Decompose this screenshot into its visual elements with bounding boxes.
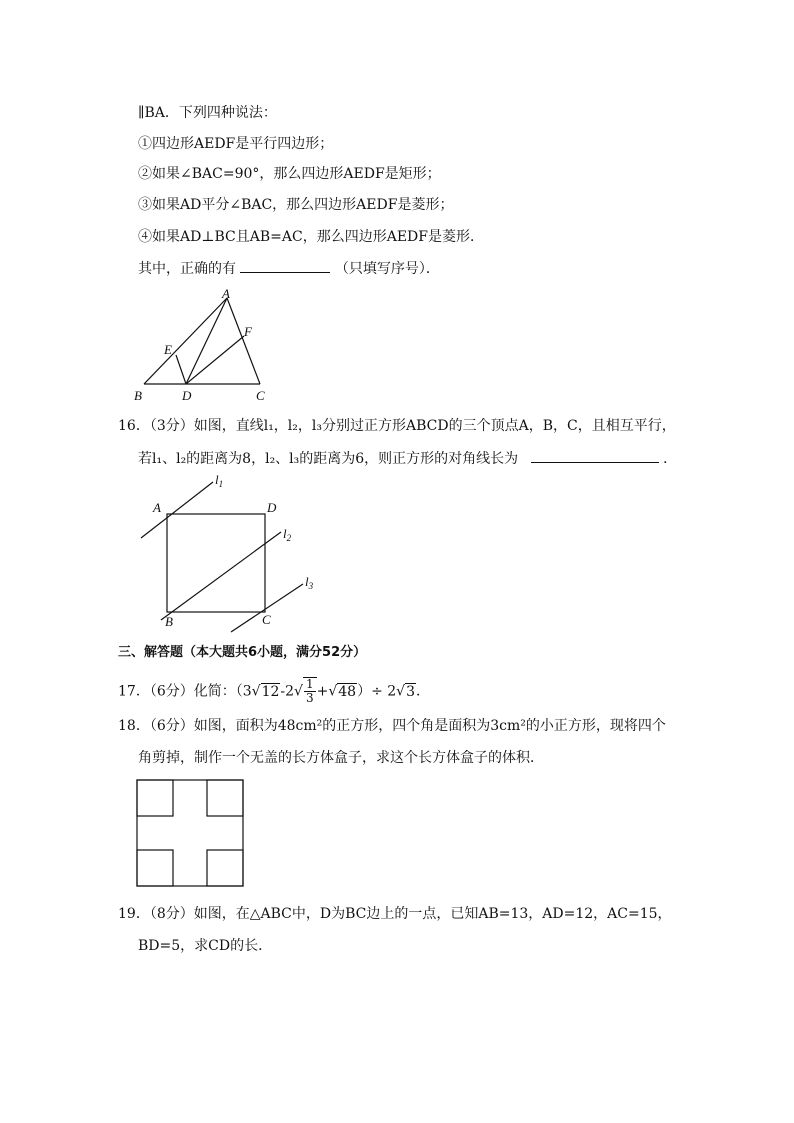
q16-label-b: B [165, 614, 173, 629]
q15-seg-ac [227, 298, 260, 384]
q17-radicand-2: 48 [338, 683, 357, 700]
sqrt-icon: √ [396, 683, 406, 700]
q16-square-abcd [167, 514, 265, 612]
q17-fraction-num: 1 [305, 677, 314, 691]
q18-outer-square [137, 780, 243, 886]
q15-ask-pre: 其中，正确的有 [138, 261, 236, 277]
q17-prefix: 17．（6分）化简：（3 [118, 683, 252, 700]
q15-item-1: ①四边形AEDF是平行四边形； [138, 136, 334, 152]
section-3-note: （本大题共6小题，满分52分） [183, 645, 367, 660]
q16-answer-blank[interactable] [531, 448, 659, 463]
q16-label-l2: $l_2$ [283, 526, 292, 543]
q17-line [118, 677, 430, 705]
sqrt-icon: √ [328, 683, 338, 700]
q18-line-1: 18．（6分）如图，面积为48cm²的正方形，四个角是面积为3cm²的小正方形，现将四个 [118, 718, 666, 734]
q17-fraction-root [303, 677, 317, 705]
q15-seg-ab [144, 298, 227, 384]
q15-triangle-figure [132, 288, 282, 403]
sqrt-icon: √ [251, 683, 261, 700]
q17-radicand-3: 3 [406, 683, 416, 700]
q15-seg-ed [176, 355, 186, 384]
q15-item-2: ②如果∠BAC=90°，那么四边形AEDF是矩形； [138, 166, 441, 182]
q16-line-2 [138, 448, 677, 469]
q15-label-b: B [134, 388, 142, 403]
q17-mid-3: ）÷ 2 [357, 683, 397, 700]
q19-line-2: BD=5，求CD的长． [138, 938, 273, 954]
q16-square-figure [135, 474, 325, 634]
q15-intro: ∥BA．下列四种说法： [138, 105, 277, 121]
q17-mid-2: + [316, 683, 329, 700]
q18-line-2: 角剪掉，制作一个无盖的长方体盒子，求这个长方体盒子的体积． [138, 750, 544, 766]
q18-corner-bl [137, 850, 173, 886]
section-3-number: 三、解答题 [118, 645, 184, 660]
q15-ask [138, 258, 440, 279]
q18-square-cutout-figure [136, 779, 248, 891]
q15-ask-post: （只填写序号）． [334, 261, 440, 277]
q15-label-c: C [256, 388, 265, 403]
q16-line-1: 16．（3分）如图，直线l₁，l₂，l₃分别过正方形ABCD的三个顶点A，B，C，且相互平行， [118, 418, 676, 434]
q15-answer-blank[interactable] [240, 258, 330, 273]
q15-item-3: ③如果AD平分∠BAC，那么四边形AEDF是菱形； [138, 197, 454, 213]
q16-label-l1: $l_1$ [215, 474, 224, 489]
q18-corner-tl [137, 780, 173, 816]
q15-label-e: E [164, 342, 172, 357]
q16-line-l2 [161, 532, 281, 620]
q15-label-a: A [222, 288, 230, 301]
q15-seg-ad [186, 298, 227, 384]
q16-line-2-pre: 若l₁、l₂的距离为8，l₂、l₃的距离为6，则正方形的对角线长为 [138, 451, 519, 467]
q18-corner-tr [207, 780, 243, 816]
q15-label-d: D [182, 388, 192, 403]
q17-radicand-1: 12 [261, 683, 280, 700]
q16-label-c: C [262, 612, 271, 627]
q16-line-l1 [141, 482, 213, 538]
q15-item-4: ④如果AD⊥BC且AB=AC，那么四边形AEDF是菱形． [138, 229, 484, 245]
q18-corner-br [207, 850, 243, 886]
sqrt-icon: √ [294, 683, 303, 700]
q16-line-2-post: ． [663, 451, 678, 467]
q16-label-a: A [153, 500, 161, 515]
q19-line-1: 19．（8分）如图，在△ABC中，D为BC边上的一点，已知AB=13，AD=12，AC=15， [118, 906, 672, 922]
q17-end: ． [416, 683, 431, 700]
q16-label-l3: $l_3$ [305, 574, 314, 591]
q16-label-d: D [267, 500, 277, 515]
q15-label-f: F [244, 324, 252, 339]
q17-fraction-den: 3 [305, 691, 314, 705]
q17-mid-1: -2 [280, 683, 295, 700]
q17-fraction [304, 678, 316, 705]
section-3-heading [118, 643, 366, 663]
q15-seg-df [186, 336, 244, 384]
